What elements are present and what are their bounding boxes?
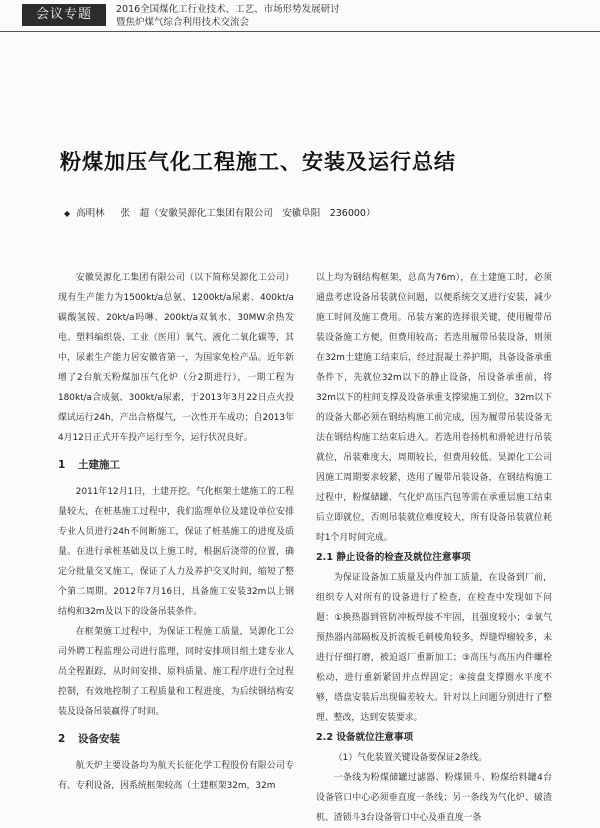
- affiliation: （安徽昊源化工集团有限公司 安徽阜阳 236000）: [149, 208, 376, 219]
- section-2-number: 2: [58, 733, 66, 745]
- conference-name-line1: 2016全国煤化工行业技术、工艺、市场形势发展研讨: [116, 4, 340, 15]
- article-title: 粉煤加压气化工程施工、安装及运行总结: [60, 150, 456, 174]
- section-2-paragraph-1: 航天炉主要设备均为航天长征化学工程股份有限公司专有、专利设备，因系统框架较高（土建框架32m，32m: [58, 761, 294, 791]
- left-column: [58, 268, 294, 796]
- continued-paragraph: 以上均为钢结构框架，总高为76m），在土建施工时，必须通盘考虑设备吊装就位问题，以便系统交叉进行安装，减少施工时间及施工费用。吊装方案的选择很关键，使用履带吊装设备施工方便，但费用较高；若选用履带吊装设备，则须在32m土建施工结束后，经过混凝土养护期，具备设备承重条件下，先就位32m以下的静止设备，吊设备承重前，将32m以下的柱间支撑及设备承重支撑梁施工到位，32m以下的设备大都必须在钢结构施工前完成，因为履带吊装设备无法在钢结构施工结束后进入。若选用卷扬机和滑轮进行吊装就位，吊装难度大，周期较长，但费用较低。昊源化工公司因施工周期要求较紧，选用了履带吊装设备，在钢结构施工过程中，粉煤储罐、气化炉高压汽包等需在承重层施工结束后立即就位，否则吊装就位难度较大，所有设备吊装就位耗时1个月时间完成。: [316, 273, 552, 543]
- subsection-2-2-heading: 2.2 设备就位注意事项: [316, 732, 414, 743]
- conference-name: [116, 3, 340, 29]
- subsection-2-2-item-1: （1）气化装置关键设备要保证2条线。: [333, 753, 488, 763]
- journal-header: [0, 0, 600, 30]
- section-1-paragraph-2: 在框架施工过程中，为保证工程施工质量，昊源化工公司外聘工程监理公司进行监理，同时安排项目组土建专业人员全程跟踪，从时间安排、原料质量、施工程序进行全过程控制，有效地控制了工程质量和工程进度，为后续钢结构安装及设备吊装赢得了时间。: [58, 627, 294, 717]
- section-2-heading: [58, 728, 294, 750]
- section-tag: 会议专题: [22, 4, 106, 26]
- section-1-number: 1: [58, 459, 66, 471]
- section-1-title: 土建施工: [78, 459, 120, 471]
- section-2-title: 设备安装: [78, 733, 120, 745]
- subsection-2-2-paragraph: 一条线为粉煤储罐过滤器、粉煤锁斗、粉煤给料罐4台设备管口中心必须垂直度一条线；另一条线为气化炉、破渣机、渣锁斗3台设备管口中心及垂直度一条: [316, 773, 552, 823]
- section-1-heading: [58, 454, 294, 476]
- author-1: 高明林: [76, 208, 105, 219]
- author-line: [64, 205, 375, 219]
- subsection-2-1-paragraph: 为保证设备加工质量及内件加工质量，在设备到厂前，组织专人对所有的设备进行了检查，在检查中发现如下问题：①换热器到管防冲板焊接不牢固，且强度较小；②氧气预热器内部隔板及折流板毛刺棱角较多，焊缝焊瘤较多，未进行仔细打磨，被迫返厂重新加工；③高压与高压内件螺栓松动，进行重新紧固并点焊固定；④接盘支撑圈水平度不够，塔盘安装后出现偏差较大。针对以上问题分别进行了整理、整改，达到安装要求。: [316, 573, 552, 723]
- conference-name-line2: 暨焦炉煤气综合利用技术交流会: [116, 17, 250, 28]
- diamond-bullet-icon: ◆: [64, 209, 71, 218]
- right-column: [316, 268, 552, 828]
- header-divider: [0, 31, 600, 32]
- intro-paragraph: 安徽昊源化工集团有限公司（以下简称昊源化工公司）现有生产能力为1500kt/a总氨、1200kt/a尿素、400kt/a碳酸氢铵、20kt/a吗啉、200kt/a双氧水、30MW余热发电、塑料编织袋、工业（医用）氧气、液化二氧化碳等，其中，尿素生产能力居安徽省第一，为国家免检产品。近年新增了2台航天粉煤加压气化炉（分2期进行），一期工程为180kt/a合成氨、300kt/a尿素，于2013年3月22日点火投煤试运行24h，产出合格煤气，一次性开车成功；自2013年4月12日正式开车投产运行至今，运行状况良好。: [58, 273, 294, 443]
- subsection-2-1-heading: 2.1 静止设备的检查及就位注意事项: [316, 552, 471, 563]
- section-1-paragraph-1: 2011年12月1日，土建开挖。气化框架土建施工的工程量较大，在桩基施工过程中，我们监理单位及建设单位安排专业人员进行24h不间断施工，保证了桩基施工的进度及质量。在进行承桩基础及以上施工时，根据后浇带的位置，确定分批量交叉施工，保证了人力及养护交叉时间，缩短了整个第二周期。2012年7月16日，具备施工安装32m以上钢结构和32m及以下的设备吊装条件。: [58, 487, 294, 617]
- author-2: 张 超: [120, 208, 150, 219]
